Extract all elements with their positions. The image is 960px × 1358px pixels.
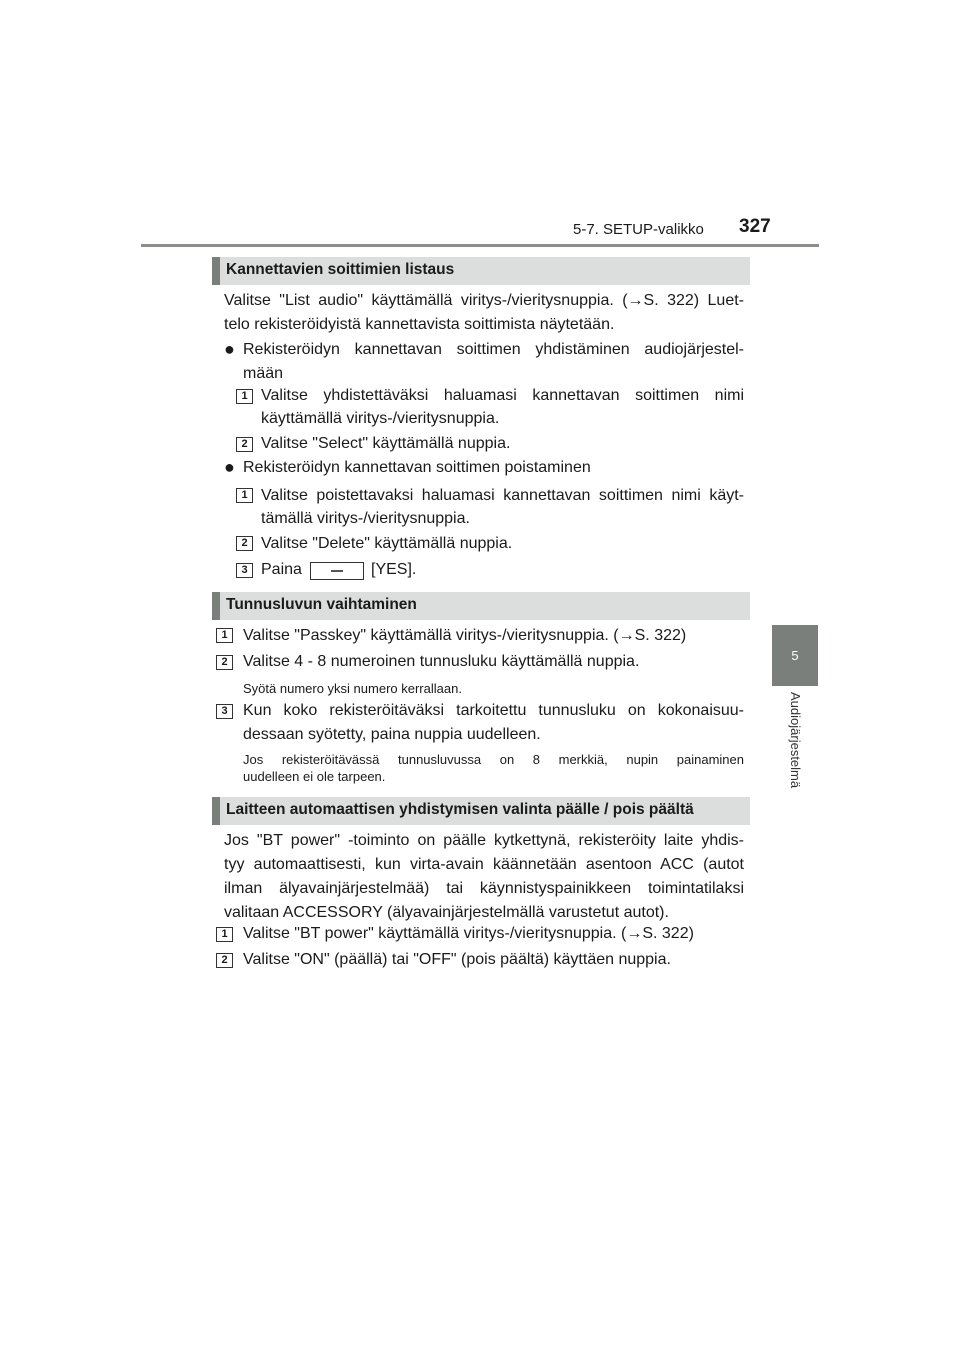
s1-b2-step1-line2: tämällä viritys-/vieritysnuppia. [261, 510, 470, 527]
s1-b2-step2: Valitse "Delete" käyttämällä nuppia. [261, 535, 513, 552]
step-number-2: 2 [236, 437, 253, 452]
section-title: Kannettavien soittimien listaus [226, 261, 455, 278]
s3-intro-line4: valitaan ACCESSORY (älyavainjärjestelmällä varustetut autot). [224, 904, 669, 921]
step-number-3: 3 [236, 563, 253, 578]
s3-step2: Valitse "ON" (päällä) tai "OFF" (pois päältä) käyttäen nuppia. [243, 951, 671, 968]
section-header-bar [212, 797, 220, 825]
s3-step1: Valitse "BT power" käyttämällä viritys-/vieritysnuppia. (→S. 322) [243, 925, 694, 942]
bullet-icon: ● [224, 339, 235, 359]
section-breadcrumb: 5-7. SETUP-valikko [573, 221, 704, 238]
s2-step3-note-line1: Jos rekisteröitävässä tunnusluvussa on 8 merkkiä, nupin painaminen [243, 752, 744, 767]
s1-b1-step1-line2: käyttämällä viritys-/vieritysnuppia. [261, 410, 500, 427]
s2-step2: Valitse 4 - 8 numeroinen tunnusluku käyttämällä nuppia. [243, 653, 640, 670]
s2-step3-line2: dessaan syötetty, paina nuppia uudelleen. [243, 726, 541, 743]
chapter-label [788, 692, 808, 812]
s3-intro-line3: ilman älyavainjärjestelmää) tai käynnistyspainikkeen toimintatilaksi [224, 880, 744, 897]
s1-bullet1-line1: Rekisteröidyn kannettavan soittimen yhdistäminen audiojärjestel- [243, 341, 744, 358]
s1-intro-line1: Valitse "List audio" käyttämällä viritys-/vieritysnuppia. (→S. 322) Luet- [224, 292, 744, 309]
chapter-tab: 5 [772, 625, 818, 686]
s2-step1: Valitse "Passkey" käyttämällä viritys-/vieritysnuppia. (→S. 322) [243, 627, 687, 644]
section-title: Tunnusluvun vaihtaminen [226, 596, 417, 613]
step-number-2: 2 [216, 655, 233, 670]
s1-b1-step2: Valitse "Select" käyttämällä nuppia. [261, 435, 511, 452]
s2-step2-note: Syötä numero yksi numero kerrallaan. [243, 681, 462, 696]
header-divider [141, 244, 819, 247]
section-header-bt-power [212, 797, 750, 825]
section-header-bar [212, 592, 220, 620]
s1-intro-line2: telo rekisteröidyistä kannettavista soittimista näytetään. [224, 316, 615, 333]
step-number-1: 1 [236, 389, 253, 404]
s1-b2-step1-line1: Valitse poistettavaksi haluamasi kannettavan soittimen nimi käyt- [261, 487, 744, 504]
s1-bullet1-line2: mään [243, 365, 284, 382]
step-number-1: 1 [236, 488, 253, 503]
step-number-3: 3 [216, 704, 233, 719]
s1-b2-step3-post: [YES]. [371, 561, 417, 578]
step-number-2: 2 [236, 536, 253, 551]
s1-b1-step1-line1: Valitse yhdistettäväksi haluamasi kannettavan soittimen nimi [261, 387, 744, 404]
s1-bullet2: Rekisteröidyn kannettavan soittimen poistaminen [243, 459, 591, 476]
step-number-2: 2 [216, 953, 233, 968]
back-button-icon [310, 562, 364, 580]
s2-step3-note-line2: uudelleen ei ole tarpeen. [243, 769, 386, 784]
chapter-label-text: Audiojärjestelmä [788, 692, 803, 789]
s3-intro-line2: tyy automaattisesti, kun virta-avain käännetään asentoon ACC (autot [224, 856, 744, 873]
s2-step3-line1: Kun koko rekisteröitäväksi tarkoitettu tunnusluku on kokonaisuu- [243, 702, 744, 719]
section-header-passkey [212, 592, 750, 620]
section-title: Laitteen automaattisen yhdistymisen valinta päälle / pois päältä [226, 801, 694, 818]
bullet-icon: ● [224, 457, 235, 477]
step-number-1: 1 [216, 628, 233, 643]
section-header-bar [212, 257, 220, 285]
back-button-dash [331, 570, 343, 572]
step-number-1: 1 [216, 927, 233, 942]
page-number: 327 [739, 216, 771, 237]
s3-intro-line1: Jos "BT power" -toiminto on päälle kytkettynä, rekisteröity laite yhdis- [224, 832, 744, 849]
section-header-portable-list [212, 257, 750, 285]
s1-b2-step3-pre: Paina [261, 561, 302, 578]
